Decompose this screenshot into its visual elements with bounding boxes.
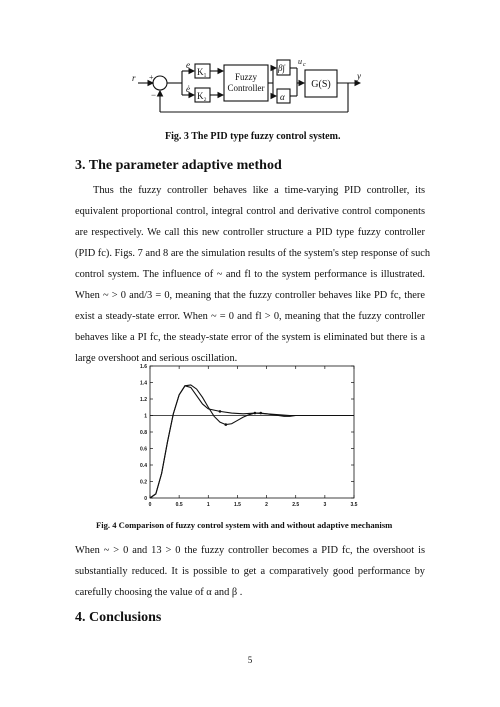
section-3-paragraph-1 <box>75 180 431 369</box>
page-number: 5 <box>247 655 253 665</box>
paragraph-line: control system. The influence of ~ and fl to the system performance is illustrated. <box>75 269 425 280</box>
x-tick-label: 2 <box>265 502 268 508</box>
y-tick-label: 1.4 <box>140 380 147 387</box>
paragraph-line: equivalent proportional control, integral control and derivative control components <box>75 206 425 217</box>
label-edot: ė <box>186 84 190 94</box>
label-k1: K₁ <box>197 67 207 77</box>
x-tick-label: 1.5 <box>233 502 241 508</box>
section-3-heading: 3. The parameter adaptive method <box>75 158 282 173</box>
series-marker <box>219 410 222 413</box>
section-3-paragraph-2 <box>75 540 425 603</box>
label-y: y <box>357 71 361 81</box>
y-tick-label: 1 <box>144 413 147 420</box>
y-tick-label: 0.6 <box>140 446 147 453</box>
label-beta-integral: β∫ <box>278 63 285 73</box>
x-tick-label: 0.5 <box>175 502 183 508</box>
paragraph-line: When ~ > 0 and/3 = 0, meaning that the fuzzy controller behaves like PD fc, there <box>75 290 425 301</box>
label-fuzzy: Fuzzy <box>235 72 257 82</box>
series-line-2 <box>150 386 354 498</box>
label-controller: Controller <box>227 83 265 93</box>
x-tick-label: 3.5 <box>350 502 358 508</box>
x-tick-label: 1 <box>206 502 210 508</box>
paragraph-line: large overshoot and serious oscillation. <box>75 353 238 364</box>
label-e: e <box>186 60 190 70</box>
paragraph-line: behaves like a PI fc, the steady-state error of the system is eliminated but there is a <box>75 332 425 343</box>
label-minus: − <box>151 90 157 100</box>
label-u-sub: c <box>303 62 306 68</box>
paragraph-line: are respectively. We call this new controller structure a PID type fuzzy controller <box>75 227 425 238</box>
summing-junction <box>153 76 167 90</box>
chart-frame <box>150 366 354 498</box>
series-marker <box>254 412 257 415</box>
series-line-1 <box>150 385 354 498</box>
y-tick-label: 0.2 <box>140 479 147 486</box>
x-tick-label: 0 <box>148 502 152 508</box>
fig4-caption: Fig. 4 Comparison of fuzzy control system with and without adaptive mechanism <box>96 520 393 530</box>
y-tick-label: 0.8 <box>140 429 147 436</box>
pid-fuzzy-block-diagram <box>120 40 365 125</box>
y-tick-label: 0.4 <box>140 462 147 469</box>
y-tick-label: 1.2 <box>140 396 147 403</box>
paragraph-line: carefully choosing the value of α and β . <box>75 587 243 598</box>
label-plus: + <box>149 73 154 82</box>
fig3-caption: Fig. 3 The PID type fuzzy control system. <box>165 131 341 142</box>
step-response-chart <box>138 362 362 512</box>
paragraph-line: substantially reduced. It is possible to get a comparatively good performance by <box>75 566 425 577</box>
paragraph-line: exist a steady-state error. When ~ = 0 and fl > 0, meaning that the fuzzy controller <box>75 311 425 322</box>
label-r: r <box>132 73 136 83</box>
x-tick-label: 2.5 <box>292 502 300 508</box>
paragraph-line: Thus the fuzzy controller behaves like a time-varying PID controller, its <box>93 185 425 196</box>
series-marker <box>224 423 227 426</box>
label-u: u <box>298 57 302 66</box>
x-tick-label: 3 <box>323 502 327 508</box>
y-tick-label: 1.6 <box>140 363 147 370</box>
y-tick-label: 0 <box>144 495 147 502</box>
section-4-heading: 4. Conclusions <box>75 610 162 625</box>
paragraph-line: (PID fc). Figs. 7 and 8 are the simulation results of the system's step response of such <box>75 248 431 259</box>
label-k2: K₂ <box>197 91 207 101</box>
label-alpha: α <box>280 92 285 102</box>
label-plant: G(S) <box>311 79 331 90</box>
paragraph-line: When ~ > 0 and 13 > 0 the fuzzy controller becomes a PID fc, the overshoot is <box>75 545 425 556</box>
